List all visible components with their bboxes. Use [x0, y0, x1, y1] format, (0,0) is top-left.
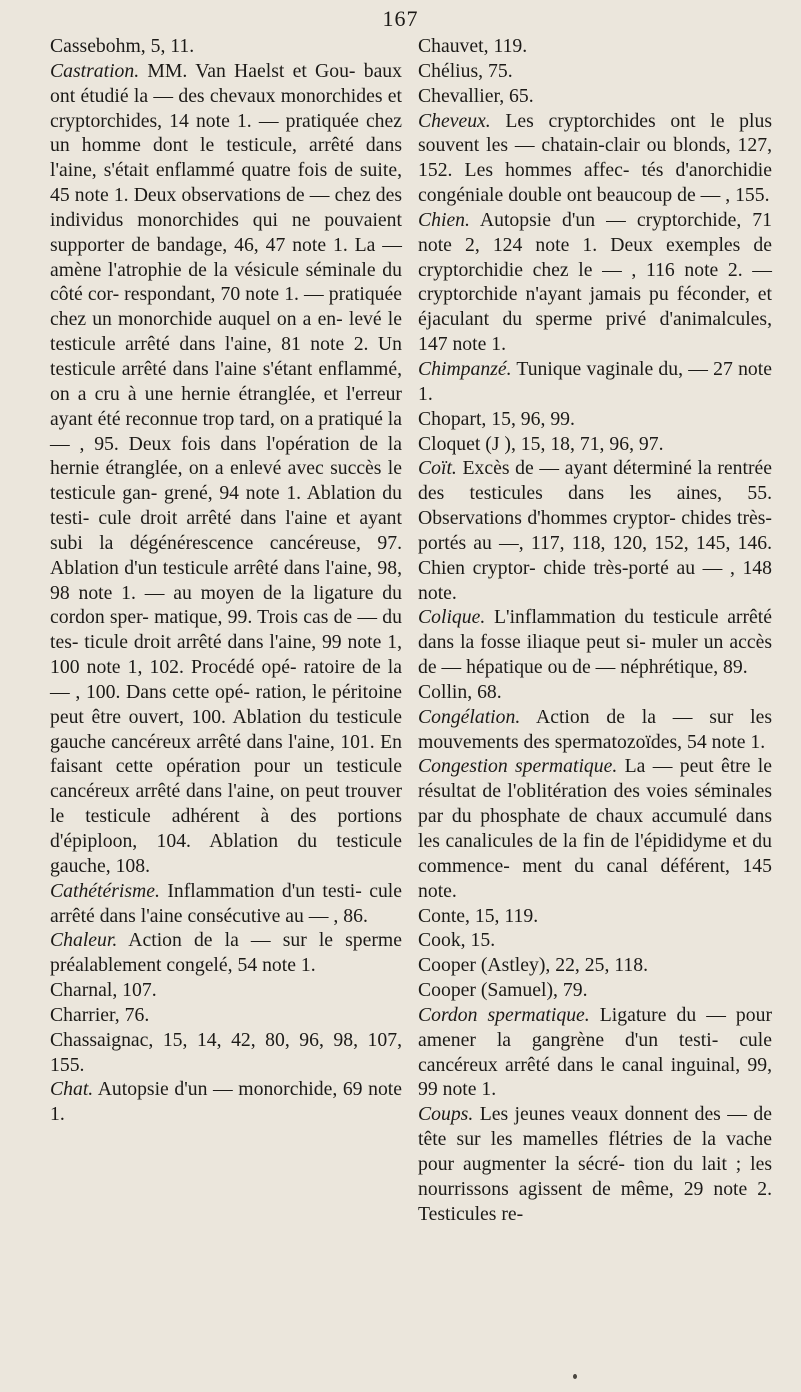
index-entry	[418, 754, 772, 903]
index-entry	[50, 978, 402, 1003]
index-entry-text: Cassebohm, 5, 11.	[50, 35, 195, 57]
index-entry	[50, 879, 402, 929]
index-entry-text: Chassaignac, 15, 14, 42, 80, 96, 98, 107, 155.	[50, 1028, 402, 1076]
index-term: Chat.	[50, 1078, 94, 1101]
index-entry-text: Chevallier, 65.	[418, 84, 534, 107]
index-entry	[418, 84, 772, 109]
index-entry	[418, 928, 772, 953]
index-entry-text: MM. Van Haelst et Gou- baux ont étudié la — des chevaux monorchides et cryptorchides, 14 note 1. — pratiquée chez un homme dont le testicule, arrêté dans l'aine, s'était enflammé quatre fois de suite, 45 note 1. Deux observations de — chez des individus monorchides qui ne pouvaient supporter de bandage, 46, 47 note 1. La — amène l'atrophie de la vésicule séminale du côté cor- respondant, 70 note 1. — pratiquée chez un monorchide auquel on a en- levé le testicule arrêté dans l'aine, 81 note 2. Un testicule arrêté dans l'aine s'étant enflammé, on a cru à une hernie étranglée, et l'erreur ayant été reconnue trop tard, on a pratiqué la — , 95. Deux fois dans l'opération de la hernie étranglée, on a enlevé avec succès le testicule gan- grené, 94 note 1. Ablation du testi- cule droit arrêté dans l'aine et ayant subi la dégénérescence cancéreuse, 97. Ablation d'un testicule arrêté dans l'aine, 98, 98 note 1. — au moyen de la ligature du cordon sper- matique, 99. Trois cas de — du tes- ticule droit arrêté dans l'aine, 99 note 1, 100 note 1, 102. Procédé opé- ratoire de la — , 100. Dans cette opé- ration, le péritoine peut être ouvert, 100. Ablation du testicule gauche cancéreux arrêté dans l'aine, 101. En faisant cette opération pour un testicule cancéreux arrêté dans l'aine, on peut trouver le testicule adhérent à des portions d'épiploon, 104. Ablation du testicule gauche, 108.	[50, 59, 402, 877]
index-entry-text: L'inflammation du testicule arrêté dans la fosse iliaque peut si- muler un accès de — hépatique ou de — néphrétique, 89.	[418, 606, 772, 679]
index-entry	[50, 928, 402, 978]
index-entry	[50, 59, 402, 879]
index-entry	[418, 705, 772, 755]
index-entry-text: Cooper (Astley), 22, 25, 118.	[418, 954, 649, 977]
index-entry-text: Collin, 68.	[418, 680, 502, 703]
page-number: 167	[382, 6, 419, 31]
index-entry	[418, 357, 772, 407]
index-entry	[50, 34, 402, 59]
index-entry-text: Cooper (Samuel), 79.	[418, 979, 588, 1002]
index-term: Congélation.	[418, 705, 521, 728]
index-term: Chaleur.	[50, 929, 118, 952]
index-entry-text: Les cryptorchides ont le plus souvent les — chatain-clair ou blonds, 127, 152. Les hommes affec- tés d'anorchidie congéniale double ont beaucoup de — , 155.	[418, 109, 772, 207]
index-entry	[418, 109, 772, 208]
index-entry	[418, 456, 772, 605]
index-term: Cordon spermatique.	[418, 1003, 590, 1026]
index-entry-text: Action de la — sur les mouvements des spermatozoïdes, 54 note 1.	[418, 705, 772, 753]
index-entry-text: Action de la — sur le sperme préalablement congelé, 54 note 1.	[50, 929, 402, 977]
index-entry-text: Cook, 15.	[418, 929, 496, 952]
index-term: Colique.	[418, 606, 486, 629]
index-entry	[418, 978, 772, 1003]
index-term: Congestion spermatique.	[418, 755, 618, 778]
index-entry-text: Cloquet (J ), 15, 18, 71, 96, 97.	[418, 432, 664, 455]
index-term: Coups.	[418, 1103, 474, 1126]
index-entry	[418, 59, 772, 84]
index-entry	[418, 1003, 772, 1102]
index-entry-text: Tunique vaginale du, — 27 note 1.	[418, 357, 772, 405]
index-term: Cathétérisme.	[50, 879, 160, 902]
index-entry-text: Ligature du — pour amener la gangrène d'un testi- cule cancéreux arrêté dans le canal inguinal, 99, 99 note 1.	[418, 1003, 772, 1101]
index-entry	[50, 1077, 402, 1127]
index-term: Cheveux.	[418, 109, 491, 132]
index-entry-text: Chélius, 75.	[418, 59, 513, 82]
index-entry-text: Les jeunes veaux donnent des — de tête sur les mamelles flétries de la vache pour augmenter la sécré- tion du lait ; les nourrissons agissent de même, 29 note 2. Testicules re-	[418, 1103, 772, 1225]
index-entry-text: La — peut être le résultat de l'oblitération des voies séminales par du phosphate de chaux accumulé dans les canalicules de la fin de l'épididyme et du commence- ment du canal déférent, 145 note.	[418, 755, 772, 902]
index-term: Coït.	[418, 457, 457, 480]
index-entry-text: Chauvet, 119.	[418, 35, 528, 57]
index-term: Chien.	[418, 208, 470, 231]
index-term: Castration.	[50, 59, 140, 82]
index-entry	[418, 407, 772, 432]
index-entry	[418, 208, 772, 357]
index-entry-text: Autopsie d'un — cryptorchide, 71 note 2, 124 note 1. Deux exemples de cryptorchidie chez le — , 116 note 2. — cryptorchide n'ayant jamais pu féconder, et éjaculant du sperme privé d'animalcules, 147 note 1.	[418, 208, 772, 356]
index-entry	[50, 1003, 402, 1028]
index-entry-text: Autopsie d'un — monorchide, 69 note 1.	[50, 1078, 402, 1126]
index-entry	[418, 432, 772, 457]
index-entry-text: Excès de — ayant déterminé la rentrée des testicules dans les aines, 55. Observations d'hommes cryptor- chides très-portés au —, 117, 118, 120, 152, 145, 146. Chien cryptor- chide très-porté au — , 148 note.	[418, 457, 772, 604]
index-column-right	[418, 34, 772, 1227]
index-entry-text: Charnal, 107.	[50, 979, 157, 1002]
index-entry-text: Charrier, 76.	[50, 1003, 150, 1026]
index-term: Chimpanzé.	[418, 357, 512, 380]
index-entry-text: Inflammation d'un testi- cule arrêté dans l'aine consécutive au — , 86.	[50, 879, 402, 927]
index-entry-text: Conte, 15, 119.	[418, 904, 539, 927]
index-entry	[418, 1102, 772, 1226]
index-entry-text: Chopart, 15, 96, 99.	[418, 407, 575, 430]
index-entry	[418, 953, 772, 978]
index-entry	[50, 1028, 402, 1078]
index-column-left	[50, 34, 402, 1127]
index-entry	[418, 34, 772, 59]
index-entry	[418, 605, 772, 680]
index-entry	[418, 904, 772, 929]
index-entry	[418, 680, 772, 705]
ink-speck	[573, 1374, 577, 1379]
